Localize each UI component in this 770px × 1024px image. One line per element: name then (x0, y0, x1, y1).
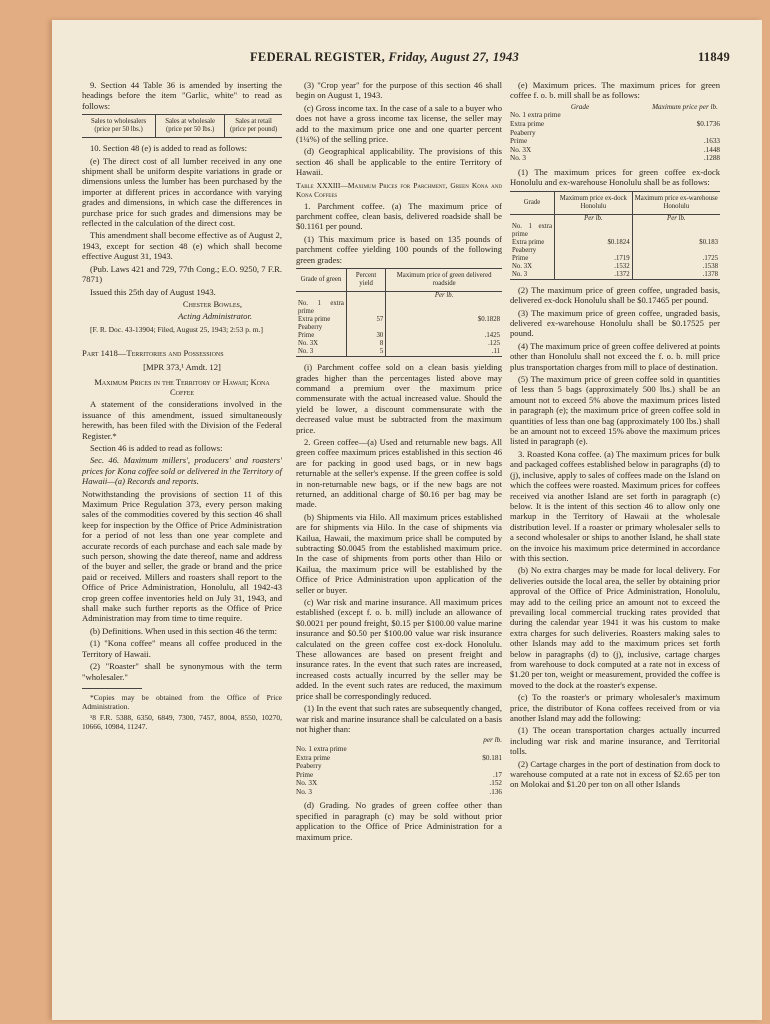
list-item (510, 154, 720, 163)
list-item (510, 137, 720, 146)
grade-cell: Extra prime (512, 238, 545, 246)
table-row (296, 348, 502, 357)
paragraph: (b) No extra charges may be made for local delivery. For deliveries outside the local area, the seller by obtaining prior approval of the Office of Price Administration, Honolulu, may add to the ceiling price an amount not to exceed the prevailing local commercial trucking rates provided that during the calendar year 1941 it was his custom to make extra charges for such deliveries. Roasters making sales to other Islands may add to the maximum prices set forth below in paragraphs (d) to (j), inclusive, cartage charges from warehouse to dock computed at a rate not in excess of $1.20 per ton, weight or measurement, provided the coffee is moved to the dock at the roaster's expense. (510, 565, 720, 690)
paragraph: (i) Parchment coffee sold on a clean basis yielding grades higher than the percentages listed above may command a premium over the maximum price commensurate with the actual increased value. Should the yield be lower, a discount commensurate with the decreased value must be subtracted from the maximum price. (296, 362, 502, 435)
table-row (510, 223, 720, 239)
unit-label: Per lb. (555, 214, 633, 223)
list-item (510, 120, 720, 129)
fob-mill-price-list (510, 103, 720, 163)
price-cell (632, 223, 720, 239)
table-header: Sales at wholesale (price per 50 lbs.) (156, 115, 225, 138)
parchment-yield-table (296, 268, 502, 357)
running-title (250, 50, 519, 65)
grade-cell: No. 1 extra prime (510, 111, 561, 120)
price-cell: .1372 (555, 271, 633, 280)
price-cell (650, 129, 720, 138)
unit-label: Per lb. (632, 214, 720, 223)
paragraph: (2) Cartage charges in the port of destination from dock to warehouse computed at a rate not in excess of $2.65 per ton on Molokai and $1.20 per ton on all other Islands (510, 758, 720, 790)
grade-cell: No. 3X (512, 262, 533, 270)
paragraph: (3) "Crop year" for the purpose of this section 46 shall begin on August 1, 1943. (296, 80, 502, 101)
grade-cell: Peaberry (512, 246, 537, 254)
list-item (510, 146, 720, 155)
price-cell (386, 324, 502, 332)
paragraph: (e) The direct cost of all lumber received in any one shipment shall be uniform despite variations in grade or dimensions unless the lumber has been purchased by the importer at different prices in accordance with varying grades and dimensions, in which case the differences in purchase price for such grades and dimensions may be reflected in the calculation of the direct cost. (82, 155, 282, 229)
price-cell (650, 111, 720, 120)
yield-cell: 30 (346, 332, 385, 340)
signer-name: Chester Bowles, (182, 298, 242, 309)
paragraph: (1) The ocean transportation charges actually incurred including war risk and marine insurance, and Territorial tolls. (510, 725, 720, 757)
paragraph: (b) Definitions. When used in this section 46 the term: (90, 625, 277, 636)
paragraph: (c) To the roaster's or primary wholesaler's maximum price, the distributor of Kona coffees received from or via another Island may add the following: (510, 692, 720, 724)
table-header: Grade of green (296, 269, 346, 292)
part-heading: Part 1418—Territories and Possessions (82, 347, 224, 358)
column-head: Grade (570, 102, 590, 111)
title-prefix: FEDERAL REGISTER, (250, 50, 385, 64)
grade-cell: Prime (296, 770, 314, 779)
paragraph: (5) The maximum price of green coffee sold in quantities of less than 5 bags (approximately 500 lbs.) shall be an amount not to exceed 5% above the maximum prices listed in paragraph (e); the maximum price of green coffee sold in quantities of less than one bag (approximately 100 lbs.) shall be an amount not to exceed 15% above the maximum prices listed in paragraph (e). (510, 374, 720, 447)
paragraph: 9. Section 44 Table 36 is amended by inserting the headings before the item "Garlic, white" to read as follows: (82, 80, 282, 111)
price-cell: .1719 (555, 255, 633, 263)
price-cell: .11 (386, 348, 502, 357)
price-cell: $0.1824 (555, 239, 633, 247)
table-row (510, 263, 720, 271)
grade-cell: Peaberry (298, 324, 323, 332)
grade-cell: Extra prime (510, 120, 545, 128)
table-row (510, 255, 720, 263)
unit-label: Per lb. (386, 292, 502, 301)
page-number: 11849 (697, 50, 730, 64)
grade-cell: Extra prime (298, 316, 331, 324)
price-cell: .1633 (703, 137, 720, 146)
honolulu-price-table (510, 191, 720, 280)
list-item (510, 129, 720, 138)
grade-cell: No. 3 (510, 154, 526, 163)
paragraph: (2) "Roaster" shall be synonymous with the term "wholesaler." (82, 661, 282, 682)
table-header: Maximum price ex-dock Honolulu (555, 191, 633, 214)
price-cell: .1425 (386, 332, 502, 340)
price-cell: $0.1828 (386, 316, 502, 324)
yield-cell: 8 (346, 340, 385, 348)
price-cell: $0.183 (632, 239, 720, 247)
table-header: Sales at retail (price per pound) (225, 115, 282, 138)
table-row (296, 324, 502, 332)
grade-cell: No. 3 (298, 348, 314, 356)
section-lead: Sec. 46. Maximum millers', producers' and roasters' prices for Kona coffee sold or delivered in the Territory of Hawaii—(a) Records and reports. (82, 455, 282, 487)
paragraph: (3) The maximum price of green coffee, ungraded basis, delivered ex-warehouse Honolulu shall be $0.17525 per pound. (510, 307, 720, 339)
yield-cell: 57 (346, 316, 385, 324)
title-date: Friday, August 27, 1943 (388, 50, 520, 64)
doc-line: [F. R. Doc. 43-13904; Filed, August 25, 1943; 2:53 p. m.] (90, 324, 263, 334)
grade-cell: No. 1 extra prime (296, 744, 347, 753)
table-row (510, 271, 720, 280)
paragraph: (1) "Kona coffee" means all coffee produced in the Territory of Hawaii. (82, 638, 282, 659)
paragraph: 3. Roasted Kona coffee. (a) The maximum prices for bulk and packaged coffees established below in paragraphs (d) to (j), inclusive, apply to sales of coffees made on the Island on which the coffees were roasted. Maximum prices for coffees received via another Island are set forth in paragraph (c) below. It is the intent of this section 46 to allow only one markup in the Territory of Hawaii at the wholesale distribution level. If a roaster or primary wholesaler sells to a second wholesaler or ships to another Island, he shall state on the invoice his maximum price determined in accordance with this section. (510, 448, 720, 563)
grade-cell: No. 3 (512, 270, 528, 278)
insurance-basis-list (296, 736, 502, 796)
paragraph: This amendment shall become effective as of August 2, 1943, except for section 48 (e) which shall become effective August 31, 1943. (82, 230, 282, 262)
paragraph: (d) Geographical applicability. The provisions of this section 46 shall be applicable to the entire Territory of Hawaii. (296, 146, 502, 178)
paragraph: (c) War risk and marine insurance. All maximum prices established (except f. o. b. mill) include an allowance of $0.0021 per pound freight, $0.15 per $100.00 value marine insurance and $0.50 per $100.00 value war risk insurance calculated on the green coffee cost ex-dock Honolulu. These allowances are based on present freight and insurance rates. In the event that such rates are increased, increased costs actually incurred by the seller may be added. In the event such rates are reduced, the maximum price shall be correspondingly reduced. (296, 597, 502, 701)
table-row (296, 340, 502, 348)
price-cell: .1538 (632, 263, 720, 271)
paragraph: Issued this 25th day of August 1943. (90, 286, 216, 297)
list-item (296, 788, 502, 797)
column-head: Maximum price per lb. (652, 102, 718, 111)
paragraph: Section 46 is added to read as follows: (90, 442, 223, 453)
grade-cell: No. 3X (510, 145, 532, 154)
yield-cell: 5 (346, 348, 385, 357)
price-cell (555, 247, 633, 255)
price-cell: .1378 (632, 271, 720, 280)
price-cell: $0.181 (482, 753, 502, 762)
table-row (510, 247, 720, 255)
table-row (510, 239, 720, 247)
paragraph: 2. Green coffee—(a) Used and returnable new bags. All green coffee maximum prices established in this section 46 are for packing in good used bags, or in new bags returnable at the seller's expense. If the green coffee is sold in non-returnable new bags, or if the new bags are not returned, an additional charge of $0.16 per bag may be made. (296, 436, 502, 510)
price-cell (555, 223, 633, 239)
price-cell (632, 247, 720, 255)
table-row (296, 300, 502, 316)
signer-title: Acting Administrator. (178, 311, 252, 322)
table-header: Grade (510, 191, 555, 214)
footnote: *Copies may be obtained from the Office of Price Administration. (82, 692, 282, 711)
grade-cell: No. 1 extra prime (298, 300, 344, 316)
price-cell: .1448 (703, 145, 720, 154)
price-cell: .1532 (555, 263, 633, 271)
paragraph: (e) Maximum prices. The maximum prices for green coffee f. o. b. mill shall be as follows: (510, 80, 720, 101)
grade-cell: Prime (512, 254, 529, 262)
table-header: Maximum price of green delivered roadside (386, 269, 502, 292)
footnote: ¹8 F.R. 5388, 6350, 6849, 7300, 7457, 8004, 8550, 10270, 10666, 10984, 11247. (82, 712, 282, 731)
column-3 (510, 80, 720, 792)
paragraph: (1) In the event that such rates are subsequently changed, war risk and marine insurance shall be calculated on a basis not higher than: (296, 703, 502, 734)
grade-cell: Extra prime (296, 753, 331, 762)
paragraph: (d) Grading. No grades of green coffee other than specified in paragraph (c) may be sold without prior application to the Office of Price Administration for a maximum price. (296, 800, 502, 842)
grade-cell: No. 3X (296, 779, 318, 788)
grade-cell: No. 3X (298, 340, 319, 348)
price-cell: $0.1736 (696, 120, 720, 128)
paragraph: (c) Gross income tax. In the case of a sale to a buyer who does not have a gross income tax license, the seller may add to the maximum price one and one quarter percent (1¼%) of the selling price. (296, 102, 502, 145)
price-cell (454, 745, 502, 754)
table-title: Table XXXIII—Maximum Prices for Parchment, Green Kona and Kona Coffees (296, 180, 502, 199)
section-title: Maximum Prices in the Territory of Hawaii; Kona Coffee (94, 376, 270, 397)
grade-cell: Prime (510, 137, 528, 146)
paragraph: 1. Parchment coffee. (a) The maximum price of parchment coffee, clean basis, delivered roadside shall be $0.1161 per pound. (296, 200, 502, 232)
paragraph: (1) This maximum price is based on 135 pounds of parchment coffee yielding 100 pounds of the following green grades: (296, 233, 502, 265)
list-item (510, 111, 720, 120)
list-item (296, 754, 502, 763)
paragraph: (4) The maximum price of green coffee delivered at points other than Honolulu shall not exceed the f. o. b. mill price plus transportation charges from mill to place of destination. (510, 340, 720, 372)
grade-cell: Peaberry (296, 762, 322, 771)
footnote-rule (82, 688, 142, 689)
paragraph: (1) The maximum prices for green coffee ex-dock Honolulu and ex-warehouse Honolulu shall be as follows: (510, 166, 720, 188)
paragraph: A statement of the considerations involved in the issuance of this amendment, issued simultaneously herewith, has been filed with the Division of the Federal Register.* (82, 399, 282, 441)
list-item (296, 779, 502, 788)
list-item (296, 771, 502, 780)
price-cell: .17 (493, 770, 502, 779)
unit-label: per lb. (483, 736, 502, 745)
table-header: Sales to wholesalers (price per 50 lbs.) (82, 115, 156, 138)
grade-cell: No. 1 extra prime (512, 222, 553, 238)
price-cell: .1288 (703, 154, 720, 163)
paragraph: Notwithstanding the provisions of section 11 of this Maximum Price Regulation 373, every person making sales of the commodities covered by this section 46 shall keep for inspection by the Office of Price Administration for a period of not less than one year complete and accurate records of each purchase and each sale made by such person, showing the date thereof, name and address of the buyer and seller, the grade or brand and the price paid or received. Millers and roasters shall report to the Office of Price Administration, Honolulu, all 1942-43 crop green coffee inventories held on July 31, 1943, and shall make such further reports as the Office of Price Administration may from time to time require. (82, 488, 282, 624)
paragraph: (2) The maximum price of green coffee, ungraded basis, delivered ex-dock Honolulu shall be $0.17465 per pound. (510, 284, 720, 306)
price-cell: .152 (489, 779, 502, 788)
list-item (296, 762, 502, 771)
page-header (70, 50, 730, 70)
paragraph: (b) Shipments via Hilo. All maximum prices established are for shipments via Hilo. In the case of shipments via Kailua, Hawaii, the maximum price shall be computed by subtracting $0.0045 from the established maximum price. In the case of shipments from ports other than Hilo or Kailua, the maximum price will be established by the Office of Price Administration upon application of the seller or buyer. (296, 511, 502, 595)
table-header: Maximum price ex-warehouse Honolulu (632, 191, 720, 214)
paragraph: (Pub. Laws 421 and 729, 77th Cong.; E.O. 9250, 7 F.R. 7871) (82, 263, 282, 285)
paragraph: 10. Section 48 (e) is added to read as follows: (90, 143, 248, 154)
column-1 (82, 80, 282, 733)
grade-cell: No. 3 (296, 787, 312, 796)
table-row (296, 316, 502, 324)
yield-cell (346, 324, 385, 332)
grade-cell: Peaberry (510, 128, 536, 137)
price-cell: .136 (489, 787, 502, 796)
price-cell (386, 300, 502, 316)
list-item (296, 745, 502, 754)
table-header: Percent yield (346, 269, 385, 292)
table-row (296, 332, 502, 340)
mpr-reference: [MPR 373,¹ Amdt. 12] (143, 362, 221, 373)
price-cell: .1725 (632, 255, 720, 263)
column-2 (296, 80, 502, 844)
headings-table (82, 114, 282, 138)
grade-cell: Prime (298, 332, 315, 340)
price-cell: .125 (386, 340, 502, 348)
price-cell (454, 762, 502, 771)
yield-cell (346, 300, 385, 316)
